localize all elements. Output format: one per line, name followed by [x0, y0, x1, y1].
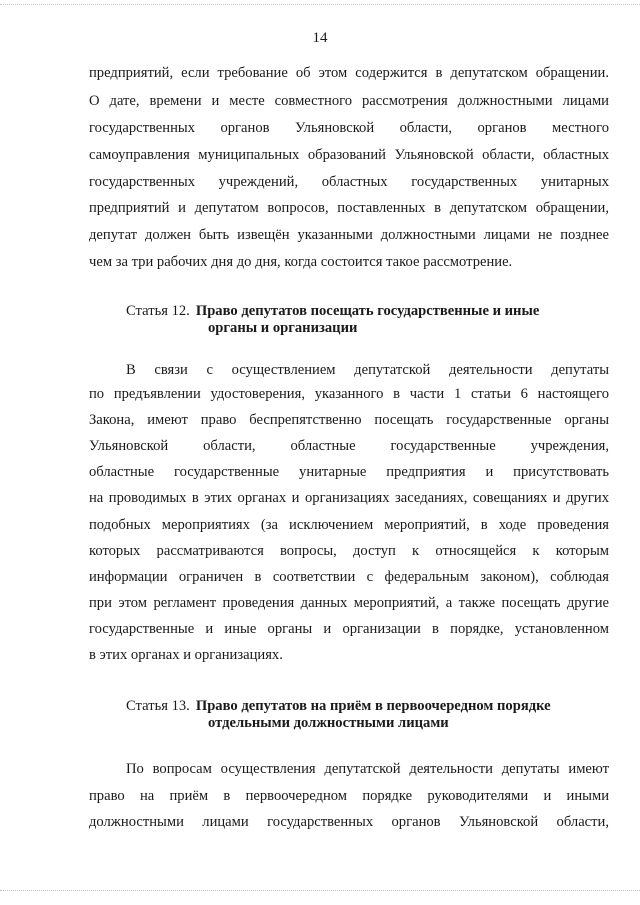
paragraph-line: в этих органах и организациях.: [89, 647, 283, 663]
paragraph-line: О дате, времени и месте совместного рассмотрения должностными лицами: [89, 93, 609, 109]
paragraph-line: по предъявлении удостоверения, указанного в части 1 статьи 6 настоящего: [89, 386, 609, 402]
paragraph-line: предприятий и депутатом вопросов, поставленных в депутатском обращении,: [89, 200, 609, 216]
article-12-label: Статья 12.: [126, 303, 190, 319]
page-number: 14: [312, 30, 328, 46]
paragraph-line: предприятий, если требование об этом содержится в депутатском обращении.: [89, 65, 609, 81]
paragraph-line: информации ограничен в соответствии с федеральным законом), соблюдая: [89, 569, 609, 585]
paragraph-line: чем за три рабочих дня до дня, когда состоится такое рассмотрение.: [89, 254, 513, 270]
article-13-title-continued: отдельными должностными лицами: [208, 715, 449, 731]
scan-edge-bottom: [0, 890, 640, 891]
paragraph-line: областные государственные унитарные предприятия и присутствовать: [89, 464, 609, 480]
article-12-title-continued: органы и организации: [208, 320, 358, 336]
paragraph-line: депутат должен быть извещён указанными должностными лицами не позднее: [89, 227, 609, 243]
scan-edge-top: [0, 4, 640, 5]
paragraph-line: при этом регламент проведения данных мероприятий, а также посещать другие: [89, 595, 609, 611]
paragraph-line: государственные и иные органы и организации в порядке, установленном: [89, 621, 609, 637]
article-13-label: Статья 13.: [126, 698, 190, 714]
paragraph-line: на проводимых в этих органах и организациях заседаниях, совещаниях и других: [89, 490, 609, 506]
paragraph-line: В связи с осуществлением депутатской деятельности депутаты: [126, 362, 609, 378]
article-12-heading: [126, 302, 539, 320]
paragraph-line: должностными лицами государственных органов Ульяновской области,: [89, 814, 609, 830]
article-13-title: Право депутатов на приём в первоочередном порядке: [195, 698, 551, 714]
article-12-title: Право депутатов посещать государственные и иные: [195, 303, 540, 319]
paragraph-line: подобных мероприятиях (за исключением мероприятий, в ходе проведения: [89, 517, 609, 533]
paragraph-line: По вопросам осуществления депутатской деятельности депутаты имеют: [126, 761, 609, 777]
paragraph-line: Ульяновской области, областные государственные учреждения,: [89, 438, 609, 454]
article-13-heading: [126, 697, 551, 715]
paragraph-line: самоуправления муниципальных образований Ульяновской области, областных: [89, 147, 609, 163]
paragraph-line: государственных учреждений, областных государственных унитарных: [89, 174, 609, 190]
paragraph-line: Закона, имеют право беспрепятственно посещать государственные органы: [89, 412, 609, 428]
paragraph-line: право на приём в первоочередном порядке руководителями и иными: [89, 788, 609, 804]
paragraph-line: которых рассматриваются вопросы, доступ к относящейся к которым: [89, 543, 609, 559]
paragraph-line: государственных органов Ульяновской области, органов местного: [89, 120, 609, 136]
